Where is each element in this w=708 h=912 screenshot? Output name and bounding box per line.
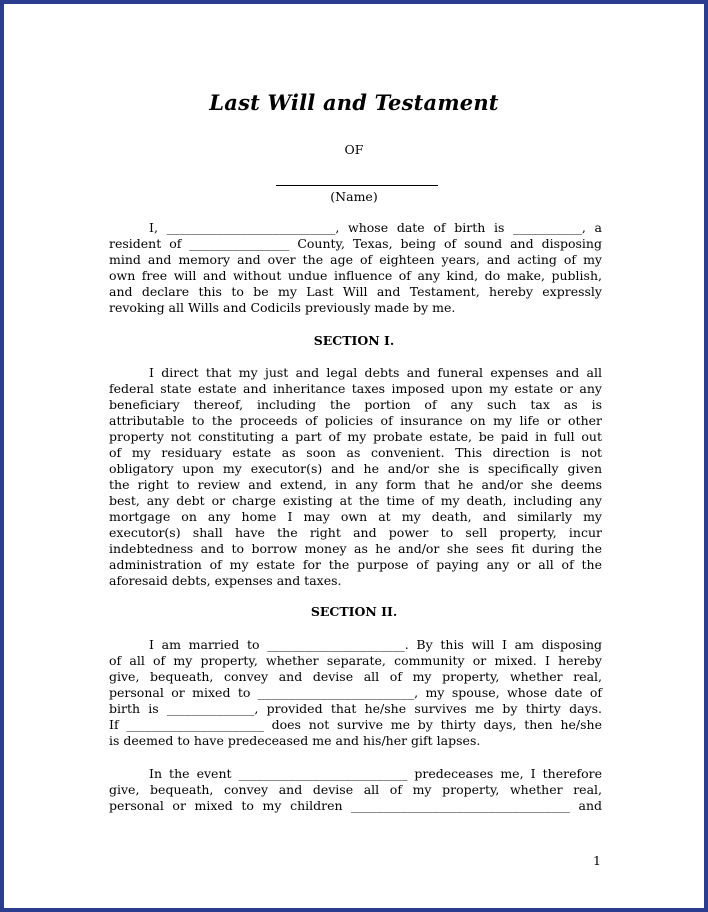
section-1-line: federal state estate and inheritance taxes imposed upon my estate or any (109, 381, 602, 396)
name-signature-line (276, 185, 438, 186)
section-1-line: beneficiary thereof, including the portion of any such tax as is (109, 397, 602, 412)
section-1-line: mortgage on any home I may own at my death, and similarly my (109, 509, 602, 524)
section-2-line: give, bequeath, convey and devise all of my property, whether real, (109, 669, 602, 684)
section-2-line: I am married to ______________________. By this will I am disposing (149, 637, 602, 652)
section-2-line: If ______________________ does not survive me by thirty days, then he/she (109, 717, 602, 732)
section-1-line: the right to review and extend, in any form that he and/or she deems (109, 477, 602, 492)
section-2-line: birth is ______________, provided that he/she survives me by thirty days. (109, 701, 602, 716)
document-title: Last Will and Testament (209, 90, 499, 115)
section-1-line: aforesaid debts, expenses and taxes. (109, 573, 342, 588)
intro-line: resident of ________________ County, Texas, being of sound and disposing (109, 236, 602, 251)
intro-line: own free will and without undue influence of any kind, do make, publish, (109, 268, 602, 283)
section-2b-line: personal or mixed to my children ___________________________________ and (109, 798, 602, 813)
section-1-paragraph (109, 365, 602, 589)
section-1-line: administration of my estate for the purpose of paying any or all of the (109, 557, 602, 572)
section-1-line: property not constituting a part of my probate estate, be paid in full out (109, 429, 602, 444)
section-2-heading: SECTION II. (310, 604, 398, 619)
section-2-line: is deemed to have predeceased me and his/her gift lapses. (109, 733, 481, 748)
section-2-line: personal or mixed to _________________________, my spouse, whose date of (109, 685, 602, 700)
name-label: (Name) (330, 189, 378, 204)
intro-line: I, ___________________________, whose date of birth is ___________, a (149, 220, 602, 235)
section-2-line: of all of my property, whether separate, community or mixed. I hereby (109, 653, 602, 668)
of-label: OF (344, 142, 364, 157)
section-1-line: obligatory upon my executor(s) and he and/or she is specifically given (109, 461, 602, 476)
intro-line: revoking all Wills and Codicils previously made by me. (109, 300, 456, 315)
section-2b-paragraph (109, 766, 602, 814)
section-1-line: I direct that my just and legal debts and funeral expenses and all (149, 365, 602, 380)
section-1-line: indebtedness and to borrow money as he and/or she sees fit during the (109, 541, 602, 556)
intro-paragraph (109, 220, 602, 316)
section-1-line: best, any debt or charge existing at the time of my death, including any (109, 493, 602, 508)
page-number: 1 (593, 853, 601, 868)
section-2-paragraph (109, 637, 602, 749)
section-1-line: of my residuary estate as soon as convenient. This direction is not (109, 445, 602, 460)
section-2b-line: In the event ___________________________ predeceases me, I therefore (149, 766, 602, 781)
intro-line: mind and memory and over the age of eighteen years, and acting of my (109, 252, 602, 267)
section-2b-line: give, bequeath, convey and devise all of my property, whether real, (109, 782, 602, 797)
section-1-heading: SECTION I. (313, 333, 395, 348)
section-1-line: executor(s) shall have the right and power to sell property, incur (109, 525, 602, 540)
intro-line: and declare this to be my Last Will and Testament, hereby expressly (109, 284, 602, 299)
section-1-line: attributable to the proceeds of policies of insurance on my life or other (109, 413, 602, 428)
